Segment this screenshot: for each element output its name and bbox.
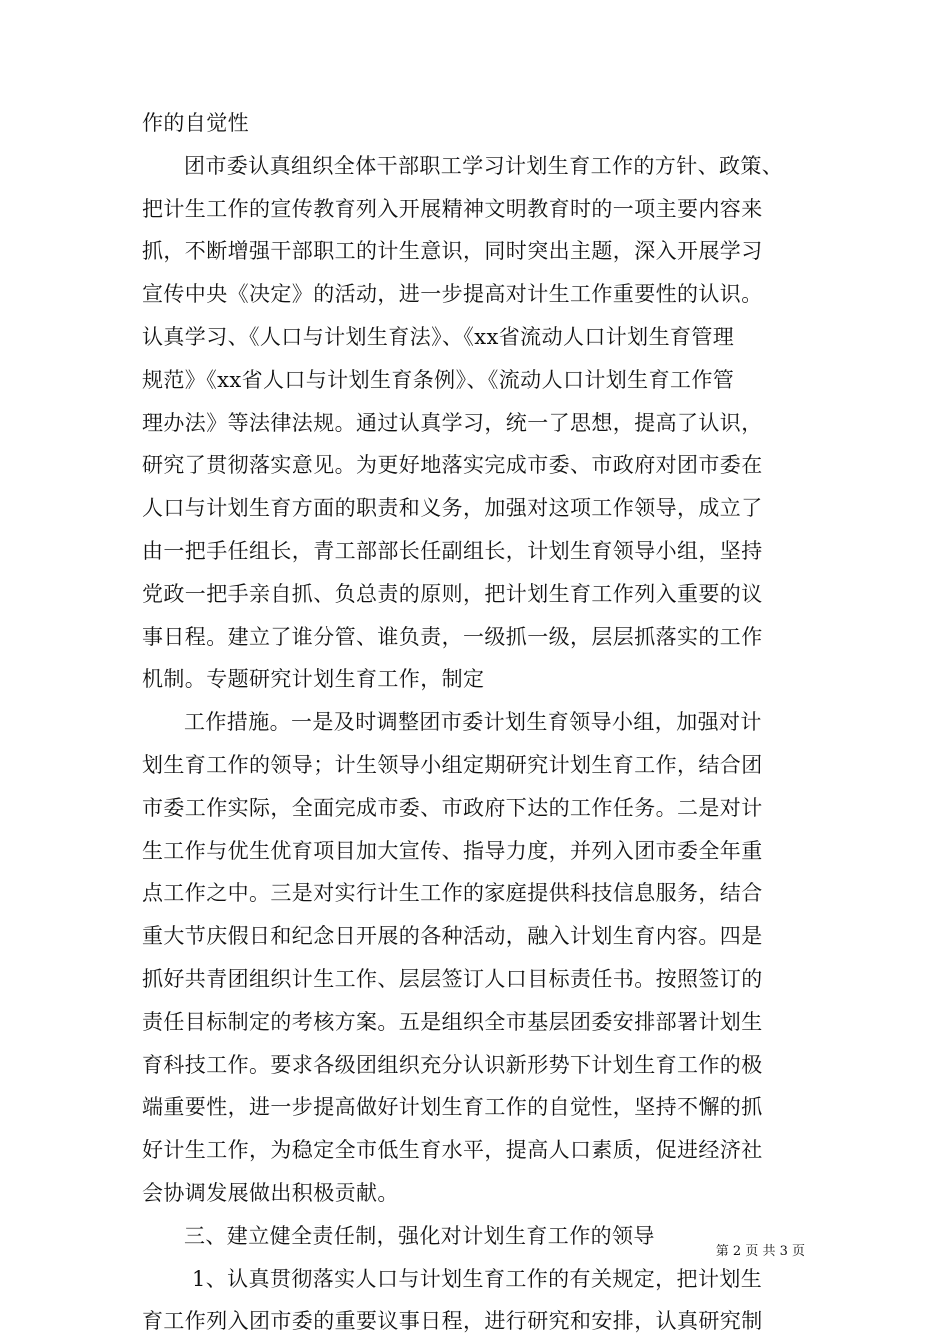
text-line: 市委工作实际，全面完成市委、市政府下达的工作任务。二是对计 xyxy=(142,795,763,820)
body-text xyxy=(142,102,812,1343)
section-heading: 三、建立健全责任制，强化对计划生育工作的领导 xyxy=(184,1223,655,1248)
page-number-footer: 第 2 页 共 3 页 xyxy=(715,1244,805,1259)
text-line: 理办法》等法律法规。通过认真学习，统一了思想，提高了认识， xyxy=(142,410,763,435)
text-line: 会协调发展做出积极贡献。 xyxy=(142,1180,399,1205)
text-line: 重大节庆假日和纪念日开展的各种活动，融入计划生育内容。四是 xyxy=(142,924,763,949)
text-line: 生工作与优生优育项目加大宣传、指导力度，并列入团市委全年重 xyxy=(142,838,763,863)
text-line: 抓好共青团组织计生工作、层层签订人口目标责任书。按照签订的 xyxy=(142,966,763,991)
paragraph-start-line: 团市委认真组织全体干部职工学习计划生育工作的方针、政策、 xyxy=(184,153,784,178)
text-line: 责任目标制定的考核方案。五是组织全市基层团委安排部署计划生 xyxy=(142,1009,763,1034)
text-line: 研究了贯彻落实意见。为更好地落实完成市委、市政府对团市委在 xyxy=(142,453,763,478)
text-line: 认真学习、《人口与计划生育法》、《xx省流动人口计划生育管理 xyxy=(142,324,735,349)
text-line: 端重要性，进一步提高做好计划生育工作的自觉性，坚持不懈的抓 xyxy=(142,1095,763,1120)
text-line: 机制。专题研究计划生育工作，制定 xyxy=(142,667,485,692)
text-line: 育工作列入团市委的重要议事日程，进行研究和安排，认真研究制 xyxy=(142,1309,763,1334)
text-line: 由一把手任组长，青工部部长任副组长，计划生育领导小组，坚持 xyxy=(142,538,763,563)
text-line: 规范》《xx省人口与计划生育条例》、《流动人口计划生育工作管 xyxy=(142,367,735,392)
text-line: 育科技工作。要求各级团组织充分认识新形势下计划生育工作的极 xyxy=(142,1052,763,1077)
text-line: 点工作之中。三是对实行计生工作的家庭提供科技信息服务，结合 xyxy=(142,881,763,906)
text-line: 宣传中央《决定》的活动，进一步提高对计生工作重要性的认识。 xyxy=(142,282,763,307)
text-line: 把计生工作的宣传教育列入开展精神文明教育时的一项主要内容来 xyxy=(142,196,763,221)
paragraph-start-line: 工作措施。一是及时调整团市委计划生育领导小组，加强对计 xyxy=(184,710,762,735)
text-line: 党政一把手亲自抓、负总责的原则，把计划生育工作列入重要的议 xyxy=(142,581,763,606)
text-line: 划生育工作的领导；计生领导小组定期研究计划生育工作，结合团 xyxy=(142,752,763,777)
paragraph-start-line: 1、认真贯彻落实人口与计划生育工作的有关规定，把计划生 xyxy=(192,1266,763,1291)
text-line: 人口与计划生育方面的职责和义务，加强对这项工作领导，成立了 xyxy=(142,496,763,521)
text-line: 作的自觉性 xyxy=(142,111,249,135)
text-line: 抓，不断增强干部职工的计生意识，同时突出主题，深入开展学习 xyxy=(142,239,763,264)
text-line: 事日程。建立了谁分管、谁负责，一级抓一级，层层抓落实的工作 xyxy=(142,624,763,649)
text-line: 好计生工作，为稳定全市低生育水平，提高人口素质，促进经济社 xyxy=(142,1138,763,1163)
